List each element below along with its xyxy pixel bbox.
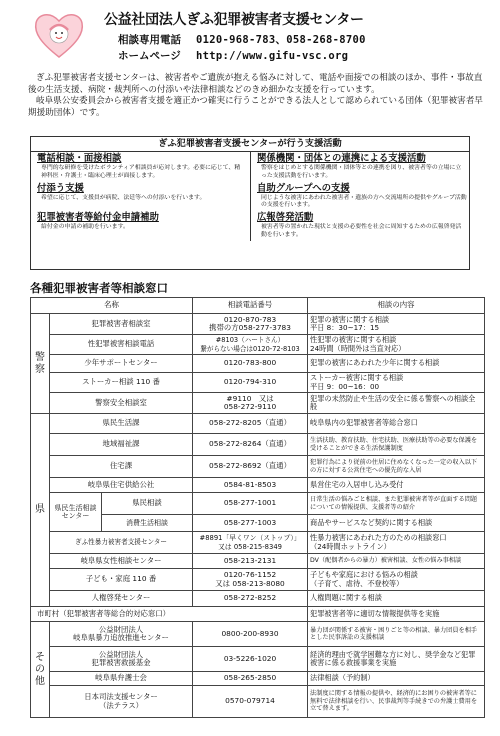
- category-police: 警 察: [31, 314, 50, 414]
- org-name: 岐阜県女性相談センター: [50, 554, 193, 569]
- consult-content: 県営住宅の入居申し込み受付: [308, 478, 485, 493]
- org-name: ぎふ性暴力被害者支援センター: [50, 532, 193, 554]
- phone-number[interactable]: 03-5226-1020: [193, 647, 308, 672]
- phone-row: [118, 32, 366, 47]
- category-other: そ の 他: [31, 622, 50, 718]
- phone-number[interactable]: 058-272-8692（直通）: [193, 456, 308, 478]
- org-name: 少年サポートセンター: [50, 355, 193, 373]
- consult-content: 日常生活の悩みごと相談、また犯罪被害者等が直面する問題についての情報提供、支援者等の紹介: [308, 493, 485, 515]
- org-name: 岐阜県住宅供給公社: [50, 478, 193, 493]
- phone-number[interactable]: 058-277-1003: [193, 515, 308, 532]
- column-header: 名称: [31, 298, 193, 314]
- phone-number[interactable]: 0120-76-1152 又は 058-213-8080: [193, 569, 308, 591]
- activity-item: [251, 211, 471, 241]
- activity-item: [31, 152, 251, 182]
- table-row: [31, 414, 485, 434]
- consult-content: 法律相談（予約制）: [308, 672, 485, 686]
- org-name: 子ども・家庭 110 番: [50, 569, 193, 591]
- org-title: 公益社団法人ぎふ犯罪被害者支援センター: [104, 12, 364, 28]
- consult-content: 性犯罪の被害に関する相談 24時間（時間外は当直対応）: [308, 335, 485, 355]
- activity-heading: 電話相談・面接相談: [37, 153, 122, 164]
- phone-number[interactable]: 058-265-2850: [193, 672, 308, 686]
- org-name: ストーカー相談 110 番: [50, 373, 193, 393]
- org-name: [31, 607, 308, 622]
- phone-number[interactable]: 058-213-2131: [193, 554, 308, 569]
- table-row: [31, 622, 485, 647]
- phone-number[interactable]: 058-272-8264（直通）: [193, 434, 308, 456]
- activity-heading: 付添う支援: [37, 182, 84, 194]
- org-name: 日本司法支援センター （法テラス）: [50, 686, 193, 718]
- consult-content: 暴力団が関係する被害・困りごと等の相談、暴力団員を相手とした民事訴訟の支援相談: [308, 622, 485, 647]
- activity-desc: 給付金の申請の補助を行います。: [41, 224, 129, 230]
- consult-content: 子どもや家庭における悩みの相談 （子育て、虐待、不登校等）: [308, 569, 485, 591]
- phone-number[interactable]: 0800-200-8930: [193, 622, 308, 647]
- activity-desc: 専門的な研修を受けたボランティア相談員が応対します。必要に応じて、精神科医・弁護士・臨床心理士が面接します。: [41, 165, 241, 179]
- org-name: 公益財団法人 岐阜県暴力追放推進センター: [50, 622, 193, 647]
- table-row: [31, 493, 485, 515]
- activity-item: [31, 211, 251, 241]
- table-row: [31, 532, 485, 554]
- consult-content: ストーカー被害に関する相談 平日 9：00~16：00: [308, 373, 485, 393]
- consult-content: 犯罪の被害にあわれた少年に関する相談: [308, 355, 485, 373]
- section-title: 各種犯罪被害者等相談窓口: [30, 281, 168, 295]
- org-name: 県民相談: [102, 493, 193, 515]
- table-row: [31, 434, 485, 456]
- table-row: [31, 686, 485, 718]
- phone-number[interactable]: 0120-794-310: [193, 373, 308, 393]
- table-row: [31, 591, 485, 607]
- table-row: [31, 478, 485, 493]
- org-name: 人権啓発センター: [50, 591, 193, 607]
- org-name: 消費生活相談: [102, 515, 193, 532]
- web-row: [118, 48, 348, 63]
- support-activities-box: [30, 136, 470, 270]
- phone-number[interactable]: 0120-870-783 携帯の方058-277-3783: [193, 314, 308, 335]
- consultation-table: [30, 297, 485, 718]
- intro-paragraph: 岐阜県公安委員会から被害者支援を適正かつ確実に行うことができる法人として認められている団体（犯罪被害者早期援助団体）です。: [28, 96, 483, 118]
- table-row: [31, 647, 485, 672]
- activity-desc: 被害者等の置かれた現状と支援の必要性を社会に周知するための広報啓発活動を行います。: [261, 224, 462, 238]
- header: [0, 0, 500, 60]
- activity-item: [251, 182, 471, 212]
- activity-heading: 犯罪被害者等給付金申請補助: [37, 212, 159, 223]
- table-row: [31, 607, 485, 622]
- org-name: 岐阜県弁護士会: [50, 672, 193, 686]
- table-row: [31, 355, 485, 373]
- consult-content: 経済的理由で就学困難な方に対し、奨学金など犯罪被害に係る救援事業を実施: [308, 647, 485, 672]
- category-prefecture: 県: [31, 414, 50, 607]
- activity-desc: 警察をはじめとする関係機関・団体等との連携を図り、被害者等の立場に立った支援活動を行います。: [261, 165, 462, 179]
- consult-content: 犯罪の未然防止や生活の安全に係る警察への相談全般: [308, 393, 485, 414]
- org-group-name: 県民生活相談センター: [50, 493, 102, 532]
- table-row: [31, 569, 485, 591]
- phone-number[interactable]: 058-272-8205（直通）: [193, 414, 308, 434]
- activity-item: [31, 182, 251, 212]
- org-name: 住宅課: [50, 456, 193, 478]
- org-name: 地域福祉課: [50, 434, 193, 456]
- consult-content: 商品やサービスなど契約に関する相談: [308, 515, 485, 532]
- activity-item: [251, 152, 471, 182]
- phone-number[interactable]: 058-272-8252: [193, 591, 308, 607]
- phone-number[interactable]: 0120-783-800: [193, 355, 308, 373]
- phone-number[interactable]: 0120-968-783、058-268-8700: [196, 34, 366, 46]
- web-label: ホームページ: [118, 50, 181, 62]
- column-header: 相談電話番号: [193, 298, 308, 314]
- table-row: [31, 554, 485, 569]
- consult-content: 生活扶助、教育扶助、住宅扶助、医療扶助等の必要な保護を受けることができる生活保護制度: [308, 434, 485, 456]
- consult-content: 犯罪の被害に関する相談 平日 8：30~17：15: [308, 314, 485, 335]
- heart-logo-icon: [32, 10, 86, 60]
- consult-content: 性暴力被害にあわれた方のための相談窓口 （24時間ホットライン）: [308, 532, 485, 554]
- activity-desc: 希望に応じて、支援員が病院、法廷等への付添いを行います。: [41, 194, 206, 201]
- support-activities-grid: [31, 152, 469, 241]
- phone-number[interactable]: #9110 又は 058-272-9110: [193, 393, 308, 414]
- consult-content: 法制度に関する情報の提供や、経済的にお困りの被害者等に無料で法律相談を行い、民事裁判等手続きでの弁護士費用を立て替えます。: [308, 686, 485, 718]
- table-row: [31, 456, 485, 478]
- org-name: 犯罪被害者相談室: [50, 314, 193, 335]
- table-row: [31, 393, 485, 414]
- table-row: [31, 314, 485, 335]
- phone-number[interactable]: #8103（ハートさん） 繋がらない場合は0120-72-8103: [193, 335, 308, 355]
- table-row: [31, 373, 485, 393]
- consult-content: DV（配偶者からの暴力）被害相談、女性の悩み事相談: [308, 554, 485, 569]
- org-name: 警察安全相談室: [50, 393, 193, 414]
- activity-heading: 関係機関・団体との連携による支援活動: [257, 153, 426, 164]
- web-link[interactable]: http://www.gifu-vsc.org: [196, 50, 349, 62]
- column-header: 相談の内容: [308, 298, 485, 314]
- intro-paragraph: ぎふ犯罪被害者支援センターは、被害者やご遺族が抱える悩みに対して、電話や面接での相談のほか、事件・事故直後の生活支援、病院・裁判所への付添いや法律相談などのきめ細かな支援を行っています。: [28, 73, 483, 95]
- category-city: 市町村: [37, 608, 60, 618]
- org-name: 性犯罪被害相談電話: [50, 335, 193, 355]
- activity-desc: 同じような被害にあわれた被害者・遺族の方へ交流場所の提供やグループ活動の支援を行います。: [261, 194, 467, 209]
- support-activities-title: ぎふ犯罪被害者支援センターが行う支援活動: [31, 137, 469, 152]
- phone-label: 相談専用電話: [118, 34, 181, 46]
- consult-content: 犯罪被害者等に適切な情報提供等を実施: [308, 607, 485, 622]
- table-row: [31, 335, 485, 355]
- phone-number[interactable]: 0570-079714: [193, 686, 308, 718]
- org-name: 公益財団法人 犯罪被害救援基金: [50, 647, 193, 672]
- phone-number[interactable]: #8891「早くワン（ストップ）」 又は 058-215-8349: [193, 532, 308, 554]
- activity-heading: 自助グループへの支援: [257, 182, 350, 194]
- org-name: 県民生活課: [50, 414, 193, 434]
- city-window-name: （犯罪被害者等総合的対応窓口）: [59, 608, 171, 618]
- intro-text: [28, 73, 483, 119]
- activity-heading: 広報啓発活動: [257, 212, 314, 223]
- table-row: [31, 672, 485, 686]
- phone-number[interactable]: 058-277-1001: [193, 493, 308, 515]
- consult-content: 人権問題に関する相談: [308, 591, 485, 607]
- phone-number[interactable]: 0584-81-8503: [193, 478, 308, 493]
- consult-content: 犯罪行為により従前の住居に住めなくなった一定の収入以下の方に対する公営住宅への優先的な入居: [308, 456, 485, 478]
- consult-content: 岐阜県内の犯罪被害者等総合窓口: [308, 414, 485, 434]
- table-header-row: [31, 298, 485, 314]
